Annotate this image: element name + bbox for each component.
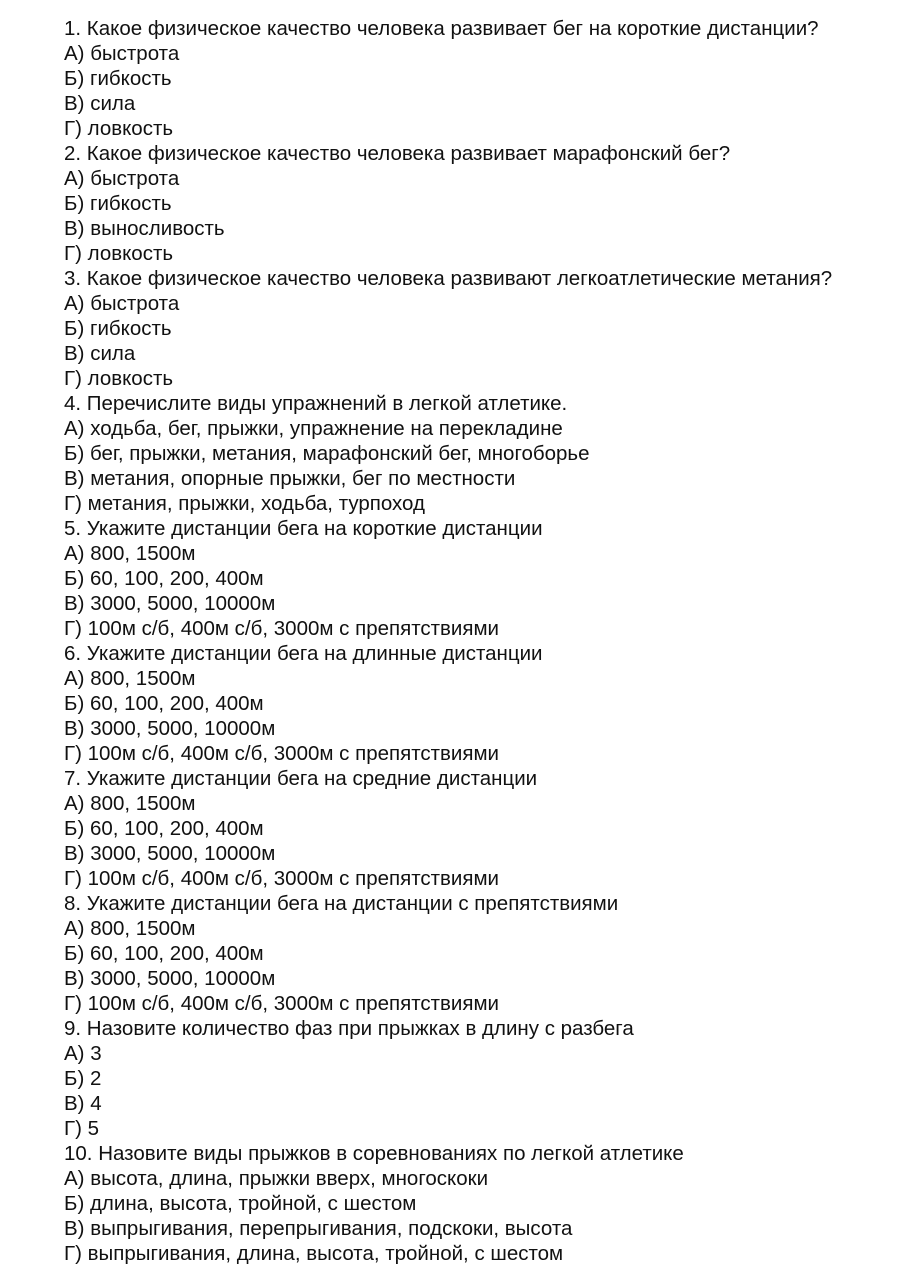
question-1-option-2: Б) гибкость: [64, 67, 172, 90]
question-2-option-2: Б) гибкость: [64, 192, 172, 215]
question-7-text: 7. Укажите дистанции бега на средние дистанции: [64, 767, 538, 790]
question-2-text: 2. Какое физическое качество человека развивает марафонский бег?: [64, 142, 731, 165]
question-8-option-4: Г) 100м с/б, 400м с/б, 3000м с препятствиями: [64, 992, 499, 1015]
question-2-option-1: А) быстрота: [64, 167, 180, 190]
question-9-option-3: В) 4: [64, 1092, 102, 1115]
question-10-option-3: В) выпрыгивания, перепрыгивания, подскоки, высота: [64, 1217, 573, 1240]
question-5-option-2: Б) 60, 100, 200, 400м: [64, 567, 264, 590]
question-2-option-3: В) выносливость: [64, 217, 225, 240]
question-4-option-2: Б) бег, прыжки, метания, марафонский бег, многоборье: [64, 442, 590, 465]
question-5-text: 5. Укажите дистанции бега на короткие дистанции: [64, 517, 543, 540]
question-3-text: 3. Какое физическое качество человека развивают легкоатлетические метания?: [64, 267, 833, 290]
question-8-option-3: В) 3000, 5000, 10000м: [64, 967, 276, 990]
question-4-option-3: В) метания, опорные прыжки, бег по местности: [64, 467, 516, 490]
question-5-option-1: А) 800, 1500м: [64, 542, 196, 565]
quiz-document: [64, 16, 909, 1266]
question-1-option-3: В) сила: [64, 92, 136, 115]
question-3-option-1: А) быстрота: [64, 292, 180, 315]
question-8-option-1: А) 800, 1500м: [64, 917, 196, 940]
question-3-option-4: Г) ловкость: [64, 367, 174, 390]
question-5-option-3: В) 3000, 5000, 10000м: [64, 592, 276, 615]
question-2-option-4: Г) ловкость: [64, 242, 174, 265]
question-4-option-1: А) ходьба, бег, прыжки, упражнение на перекладине: [64, 417, 563, 440]
question-6-text: 6. Укажите дистанции бега на длинные дистанции: [64, 642, 543, 665]
question-1-text: 1. Какое физическое качество человека развивает бег на короткие дистанции?: [64, 17, 819, 40]
question-8-option-2: Б) 60, 100, 200, 400м: [64, 942, 264, 965]
question-9-option-4: Г) 5: [64, 1117, 100, 1140]
question-3-option-3: В) сила: [64, 342, 136, 365]
question-6-option-4: Г) 100м с/б, 400м с/б, 3000м с препятствиями: [64, 742, 499, 765]
question-4-option-4: Г) метания, прыжки, ходьба, турпоход: [64, 492, 425, 515]
question-9-option-2: Б) 2: [64, 1067, 102, 1090]
question-1-option-4: Г) ловкость: [64, 117, 174, 140]
question-10-option-2: Б) длина, высота, тройной, с шестом: [64, 1192, 417, 1215]
question-1-option-1: А) быстрота: [64, 42, 180, 65]
question-4-text: 4. Перечислите виды упражнений в легкой атлетике.: [64, 392, 568, 415]
question-8-text: 8. Укажите дистанции бега на дистанции с препятствиями: [64, 892, 619, 915]
question-9-text: 9. Назовите количество фаз при прыжках в длину с разбега: [64, 1017, 634, 1040]
question-10-text: 10. Назовите виды прыжков в соревнованиях по легкой атлетике: [64, 1142, 684, 1165]
question-7-option-1: А) 800, 1500м: [64, 792, 196, 815]
question-6-option-2: Б) 60, 100, 200, 400м: [64, 692, 264, 715]
question-9-option-1: А) 3: [64, 1042, 102, 1065]
question-10-option-1: А) высота, длина, прыжки вверх, многоскоки: [64, 1167, 489, 1190]
question-7-option-4: Г) 100м с/б, 400м с/б, 3000м с препятствиями: [64, 867, 499, 890]
question-3-option-2: Б) гибкость: [64, 317, 172, 340]
question-7-option-3: В) 3000, 5000, 10000м: [64, 842, 276, 865]
question-10-option-4: Г) выпрыгивания, длина, высота, тройной, с шестом: [64, 1242, 564, 1265]
question-5-option-4: Г) 100м с/б, 400м с/б, 3000м с препятствиями: [64, 617, 499, 640]
question-7-option-2: Б) 60, 100, 200, 400м: [64, 817, 264, 840]
question-6-option-3: В) 3000, 5000, 10000м: [64, 717, 276, 740]
question-6-option-1: А) 800, 1500м: [64, 667, 196, 690]
